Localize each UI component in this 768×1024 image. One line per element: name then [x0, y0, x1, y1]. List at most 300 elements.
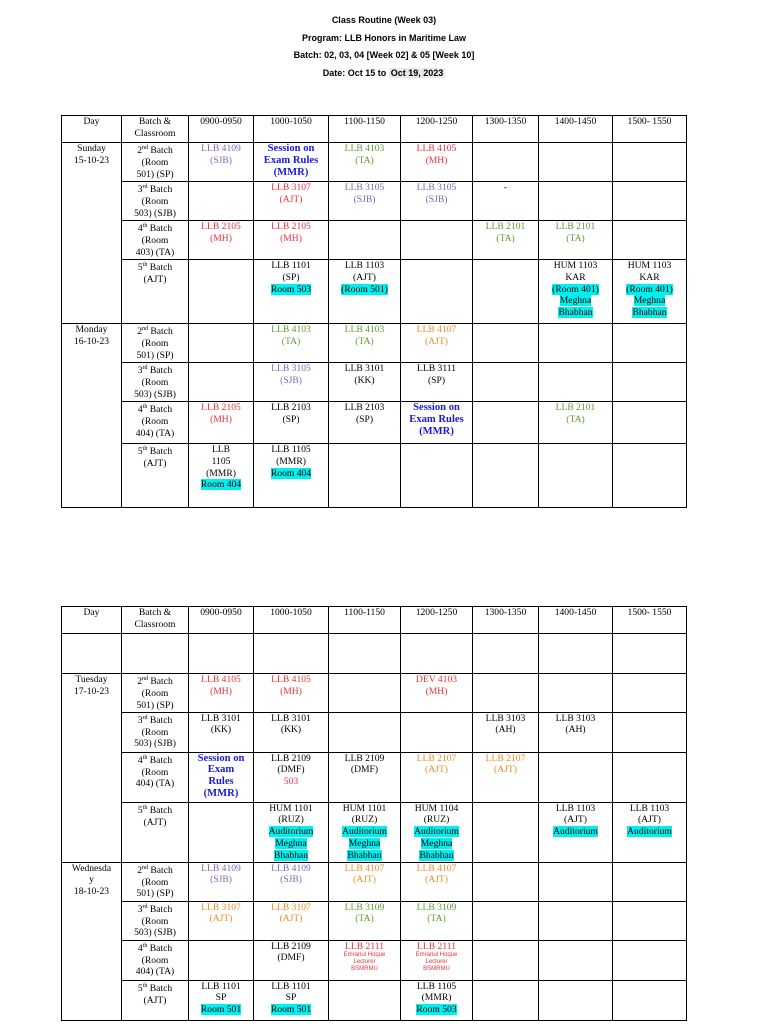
class-cell: [613, 674, 687, 713]
ordinal-suffix: th: [142, 262, 148, 268]
cell-line: HUM 1101: [342, 802, 387, 814]
class-cell: [401, 802, 473, 862]
routine-title: Class Routine (Week 03): [331, 15, 437, 25]
class-cell: [189, 260, 254, 324]
batch-line: 3rd Batch: [137, 365, 173, 377]
class-cell: [254, 752, 329, 802]
day-line: 16-10-23: [73, 335, 110, 347]
cell-line: LLB 1105: [416, 980, 457, 992]
cell-line: [614, 295, 685, 307]
ordinal-suffix: th: [142, 754, 148, 761]
batch-line: (Room: [141, 415, 169, 427]
date-line: [0, 65, 768, 83]
class-cell: [189, 940, 254, 980]
cell-line: [255, 850, 327, 862]
cell-line: Exam Rules: [409, 413, 464, 425]
class-cell: [473, 862, 539, 901]
cell-line: LLB 1101: [271, 980, 311, 992]
class-cell: [189, 143, 254, 182]
class-cell: [613, 182, 687, 221]
class-cell: [401, 363, 473, 402]
batch-line: 501) (SP): [136, 349, 174, 361]
class-cell: [539, 260, 613, 324]
cell-line: (AJT): [564, 814, 587, 826]
cell-line: LLB 4107: [344, 862, 385, 874]
cell-line: Session on: [197, 752, 245, 764]
table-row: [62, 712, 687, 752]
class-cell: [329, 324, 401, 363]
batch-line: (Room: [141, 915, 169, 927]
cell-line: LLB 3105: [344, 182, 385, 193]
day-cell: [62, 634, 122, 674]
cell-line: LLB 2107: [416, 752, 457, 764]
column-header: 1400-1450: [539, 116, 613, 143]
room-highlight: Meghna: [275, 837, 307, 849]
cell-line: (SJB): [353, 193, 376, 205]
cell-line: LLB 4103: [344, 324, 385, 335]
batch-cell: [122, 980, 189, 1020]
cell-line: [614, 307, 685, 319]
cell-line: (MMR): [419, 425, 454, 437]
cell-line: (DMF): [350, 764, 379, 776]
date-end: Oct 19, 2023: [390, 67, 444, 78]
class-cell: [329, 402, 401, 444]
class-cell: [613, 402, 687, 444]
cell-line: (AJT): [425, 874, 448, 886]
cell-line: LLB 3103: [485, 712, 526, 724]
cell-line: HUM 1103: [627, 260, 672, 271]
cell-line: Emranul Hoque: [343, 952, 386, 959]
cell-line: LLB 4103: [271, 324, 311, 335]
class-cell: [473, 221, 539, 260]
room-highlight: (Room 401): [626, 283, 673, 295]
cell-line: LLB 3109: [416, 901, 457, 913]
cell-line: LLB 2109: [271, 940, 311, 952]
cell-line: LLB 1105: [271, 444, 311, 455]
ordinal-suffix: th: [142, 804, 148, 811]
batch-line: (Room: [141, 195, 169, 207]
class-cell: [329, 674, 401, 713]
class-cell: [473, 444, 539, 508]
day-line: 18-10-23: [73, 886, 110, 898]
class-cell: [473, 901, 539, 940]
cell-line: (TA): [281, 335, 301, 347]
cell-line: LLB 4105: [271, 674, 311, 685]
cell-line: [255, 838, 327, 850]
cell-line: LLB 1103: [344, 260, 385, 271]
cell-line: (MMR): [421, 992, 452, 1004]
class-cell: [539, 444, 613, 508]
class-cell: [329, 802, 401, 862]
cell-line: 1105: [211, 455, 231, 467]
table-row: [62, 221, 687, 260]
room-highlight: Auditorium: [627, 826, 672, 838]
room-highlight: Meghna: [633, 295, 666, 307]
cell-line: LLB 2103: [344, 402, 385, 413]
cell-line: [330, 838, 399, 850]
ordinal-suffix: th: [142, 982, 148, 989]
batch-line: 2nd Batch: [137, 145, 173, 157]
batch-cell: [122, 901, 189, 940]
class-cell: [613, 980, 687, 1020]
batch-line: (AJT): [143, 816, 167, 828]
cell-line: [255, 468, 327, 480]
day-line: y: [89, 874, 94, 886]
class-cell: [613, 752, 687, 802]
cell-line: (MH): [425, 685, 448, 697]
cell-line: (AJT): [279, 913, 303, 925]
cell-line: (MMR): [273, 166, 309, 178]
cell-line: (MH): [210, 685, 232, 697]
room-highlight: Room 404: [200, 479, 242, 491]
cell-line: [330, 826, 399, 838]
cell-line: [255, 284, 327, 296]
cell-line: (MH): [280, 232, 302, 244]
cell-line: LLB 2105: [201, 402, 241, 413]
column-header: 1200-1250: [401, 607, 473, 634]
room-highlight: Auditorium: [553, 826, 598, 838]
batch-line: 3rd Batch: [137, 184, 173, 196]
class-cell: [254, 260, 329, 324]
class-cell: [254, 634, 329, 674]
batch-cell: [122, 402, 189, 444]
class-cell: [401, 980, 473, 1020]
cell-line: (TA): [427, 913, 446, 925]
class-cell: [401, 634, 473, 674]
class-cell: [613, 324, 687, 363]
class-cell: [189, 324, 254, 363]
class-cell: [473, 363, 539, 402]
cell-line: BSMRMU: [423, 966, 450, 973]
table-row: [62, 901, 687, 940]
batch-line: (Room: [141, 234, 169, 246]
cell-line: (SP): [427, 374, 446, 386]
cell-line: (SP): [282, 413, 300, 425]
batch-line: 503) (SJB): [134, 388, 176, 400]
class-cell: [613, 634, 687, 674]
batch-line: 5th Batch: [137, 982, 173, 994]
table-row: [62, 862, 687, 901]
batch-line: 404) (TA): [135, 966, 175, 978]
class-cell: [613, 363, 687, 402]
cell-line: Lecturer: [425, 959, 448, 966]
day-line: Wednesda: [71, 862, 112, 874]
column-header: 1000-1050: [254, 116, 329, 143]
batch-line: 5th Batch: [137, 446, 173, 458]
batch-line: (Room: [141, 766, 169, 778]
class-cell: [473, 260, 539, 324]
class-cell: [539, 901, 613, 940]
cell-line: (TA): [496, 232, 515, 244]
class-cell: [189, 363, 254, 402]
class-cell: [539, 402, 613, 444]
batch-cell: [122, 674, 189, 713]
ordinal-suffix: th: [142, 446, 148, 452]
column-header: 1200-1250: [401, 116, 473, 143]
cell-line: (RUZ): [351, 814, 378, 826]
room-highlight: Room 503: [270, 283, 312, 295]
cell-line: SP: [215, 992, 227, 1004]
cell-line: LLB 1101: [201, 980, 241, 992]
cell-line: LLB 3101: [271, 712, 311, 724]
class-cell: [254, 143, 329, 182]
batch-line: 5th Batch: [137, 262, 173, 274]
class-cell: [189, 674, 254, 713]
class-cell: [613, 901, 687, 940]
cell-line: [255, 826, 327, 838]
ordinal-suffix: rd: [142, 365, 148, 371]
room-highlight: Bhabhan: [347, 849, 382, 861]
cell-line: [402, 850, 471, 862]
batch-line: 4th Batch: [137, 404, 173, 416]
cell-line: LLB 4107: [416, 324, 457, 335]
batch-line: 501) (SP): [136, 888, 174, 900]
class-cell: [254, 402, 329, 444]
class-cell: [329, 901, 401, 940]
cell-line: (AJT): [209, 913, 233, 925]
batch-cell: [122, 712, 189, 752]
cell-line: (RUZ): [423, 814, 450, 826]
class-cell: [254, 182, 329, 221]
ordinal-suffix: rd: [142, 184, 148, 190]
column-header: 1500- 1550: [613, 116, 687, 143]
cell-line: (KK): [210, 724, 232, 736]
class-cell: [473, 940, 539, 980]
class-cell: [401, 862, 473, 901]
class-cell: [539, 182, 613, 221]
class-cell: [473, 634, 539, 674]
class-cell: [189, 634, 254, 674]
cell-line: LLB 4103: [344, 143, 385, 154]
table-row: [62, 402, 687, 444]
cell-line: (SJB): [210, 874, 232, 886]
day-line: Tuesday: [75, 674, 108, 685]
cell-line: (KK): [280, 724, 302, 736]
cell-line: (TA): [355, 335, 374, 347]
table-row: [62, 143, 687, 182]
class-cell: [473, 712, 539, 752]
cell-line: (SJB): [210, 154, 232, 166]
room-highlight: Bhabhan: [273, 849, 309, 861]
cell-line: (MH): [425, 154, 448, 166]
cell-line: 503: [283, 776, 299, 788]
class-cell: [473, 802, 539, 862]
class-cell: [189, 221, 254, 260]
class-cell: [539, 712, 613, 752]
class-cell: [613, 802, 687, 862]
class-cell: [329, 634, 401, 674]
table-row: [62, 634, 687, 674]
cell-line: (AJT): [425, 335, 448, 347]
class-cell: [189, 402, 254, 444]
class-cell: [329, 940, 401, 980]
class-cell: [539, 862, 613, 901]
cell-line: (MH): [280, 685, 302, 697]
ordinal-suffix: nd: [142, 676, 148, 682]
class-cell: [401, 182, 473, 221]
cell-line: (MMR): [203, 787, 239, 799]
cell-line: (TA): [355, 154, 374, 166]
batch-line: (Room: [141, 376, 169, 388]
class-cell: [254, 940, 329, 980]
class-cell: [254, 221, 329, 260]
class-cell: [401, 712, 473, 752]
batch-line: (AJT): [143, 457, 167, 469]
class-cell: [473, 674, 539, 713]
cell-line: [402, 1004, 471, 1016]
cell-line: LLB 3107: [271, 182, 311, 193]
room-highlight: Room 501: [270, 1004, 312, 1016]
routine-table-1: [61, 115, 687, 508]
class-cell: [329, 363, 401, 402]
ordinal-suffix: nd: [142, 326, 148, 332]
batch-line: 404) (TA): [135, 778, 175, 790]
cell-line: Session on: [413, 402, 460, 413]
class-cell: [613, 143, 687, 182]
cell-line: LLB 4109: [201, 862, 241, 874]
batch-line: (Room: [141, 687, 169, 699]
cell-line: HUM 1104: [414, 802, 459, 814]
room-highlight: Meghna: [559, 295, 592, 307]
class-cell: [189, 182, 254, 221]
cell-line: (MMR): [206, 467, 236, 479]
class-cell: [613, 712, 687, 752]
batch-line: 2nd Batch: [137, 676, 173, 688]
room-highlight: Auditorium: [268, 826, 314, 838]
batch-line: 503) (SJB): [134, 927, 176, 939]
ordinal-suffix: th: [142, 404, 148, 410]
cell-line: LLB 2101: [555, 402, 596, 413]
class-cell: [189, 444, 254, 508]
batch-cell: [122, 940, 189, 980]
cell-line: (MMR): [276, 455, 306, 467]
class-cell: [401, 324, 473, 363]
batch-cell: [122, 324, 189, 363]
cell-line: (SJB): [280, 374, 302, 386]
class-cell: [329, 444, 401, 508]
batch-line: (Room: [141, 954, 169, 966]
class-cell: [329, 752, 401, 802]
room-highlight: (Room 501): [341, 283, 388, 295]
cell-line: [330, 284, 399, 296]
ordinal-suffix: th: [142, 223, 148, 229]
cell-line: (SJB): [425, 193, 448, 205]
batch-line: 4th Batch: [137, 223, 173, 235]
ordinal-suffix: nd: [142, 145, 148, 151]
routine-table-2: [61, 606, 687, 1021]
cell-line: KAR: [639, 271, 660, 283]
batch-cell: [122, 802, 189, 862]
cell-line: (DMF): [277, 764, 305, 776]
cell-line: LLB 2107: [485, 752, 526, 764]
cell-line: Session on: [267, 143, 315, 154]
cell-line: [540, 284, 611, 296]
day-cell: [62, 143, 122, 324]
batch-line: (Room: [141, 876, 169, 888]
class-cell: [613, 444, 687, 508]
class-cell: [401, 402, 473, 444]
batch-line: (Room: [141, 337, 169, 349]
cell-line: [255, 1004, 327, 1016]
batch-line: (AJT): [143, 994, 167, 1006]
class-cell: [329, 221, 401, 260]
cell-line: Emranul Hoque: [415, 952, 458, 959]
batch-cell: [122, 634, 189, 674]
cell-line: LLB 3105: [271, 363, 311, 374]
class-cell: [473, 143, 539, 182]
table-row: [62, 674, 687, 713]
class-cell: [189, 802, 254, 862]
class-cell: [613, 260, 687, 324]
cell-line: LLB 3109: [344, 901, 385, 913]
table-row: [62, 363, 687, 402]
cell-line: (AJT): [279, 193, 303, 205]
cell-line: [402, 838, 471, 850]
batch-line: 501) (SP): [136, 699, 174, 711]
room-highlight: (Room 401): [552, 283, 599, 295]
column-header: Day: [62, 116, 122, 143]
cell-line: [540, 826, 611, 838]
batch-cell: [122, 182, 189, 221]
cell-line: (MH): [210, 413, 232, 425]
class-cell: [254, 363, 329, 402]
cell-line: (AJT): [638, 814, 661, 826]
room-highlight: Room 503: [416, 1004, 457, 1016]
batch-cell: [122, 221, 189, 260]
column-header: 1000-1050: [254, 607, 329, 634]
column-header: 1100-1150: [329, 116, 401, 143]
cell-line: KAR: [565, 271, 586, 283]
class-cell: [539, 634, 613, 674]
batch-line: 4th Batch: [137, 754, 173, 766]
column-header: 1400-1450: [539, 607, 613, 634]
room-highlight: Bhabhan: [632, 307, 667, 319]
class-cell: [539, 363, 613, 402]
batch-line: 501) (SP): [136, 168, 174, 180]
batch-line: 2nd Batch: [137, 326, 173, 338]
table-row: [62, 444, 687, 508]
cell-line: [190, 479, 252, 491]
cell-line: LLB 2109: [344, 752, 385, 764]
cell-line: [330, 850, 399, 862]
ordinal-suffix: th: [142, 942, 148, 949]
batch-cell: [122, 862, 189, 901]
room-highlight: Room 404: [270, 467, 312, 479]
class-cell: [401, 260, 473, 324]
cell-line: LLB 4109: [271, 862, 311, 874]
column-header: 1300-1350: [473, 116, 539, 143]
batch-line: 3rd Batch: [137, 903, 173, 915]
cell-line: (SP): [355, 413, 374, 425]
cell-line: (SJB): [280, 874, 302, 886]
class-cell: [254, 980, 329, 1020]
cell-line: LLB 3111: [417, 363, 456, 374]
class-cell: [254, 712, 329, 752]
cell-line: LLB 3101: [201, 712, 241, 724]
class-cell: [539, 802, 613, 862]
class-cell: [189, 901, 254, 940]
column-header: 1300-1350: [473, 607, 539, 634]
batch-line: Batch: 02, 03, 04 [Week 02] & 05 [Week 10]: [293, 50, 475, 60]
cell-line: [540, 307, 611, 319]
cell-line: (AJT): [353, 874, 376, 886]
class-cell: [189, 862, 254, 901]
class-cell: [254, 802, 329, 862]
column-header: Batch & Classroom: [122, 607, 189, 634]
room-highlight: Meghna: [348, 837, 381, 849]
cell-line: [614, 284, 685, 296]
cell-line: (DMF): [277, 952, 305, 964]
